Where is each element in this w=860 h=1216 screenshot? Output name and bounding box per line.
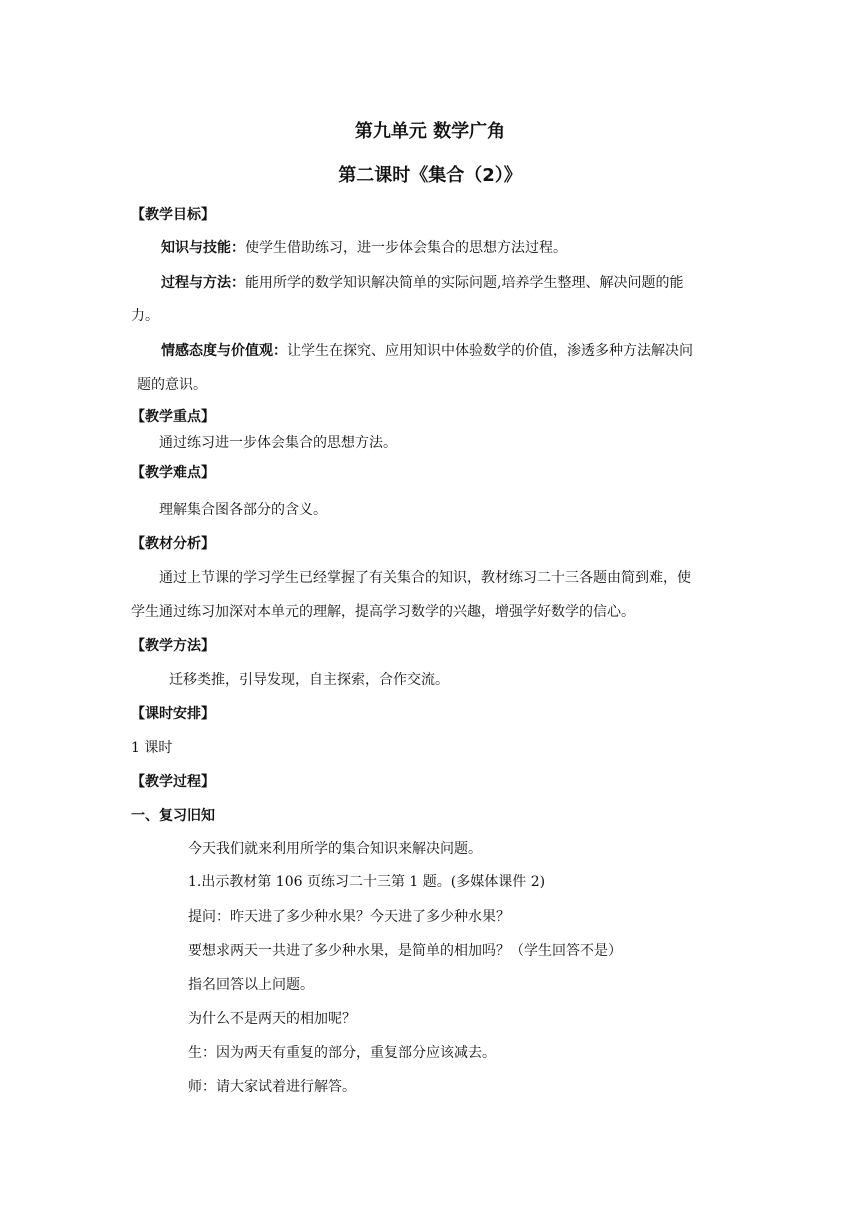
section-heading-method: 【教学方法】 [131, 638, 215, 654]
review-heading: 一、复习旧知 [131, 808, 215, 824]
focus-text: 通过练习进一步体会集合的思想方法。 [159, 435, 397, 451]
goal-process-label: 过程与方法： [161, 275, 245, 291]
goal-knowledge-label: 知识与技能： [161, 240, 245, 256]
goal-emotion-text: 让学生在探究、应用知识中体验数学的价值，渗透多种方法解决问 [287, 343, 693, 359]
section-heading-focus: 【教学重点】 [131, 409, 215, 425]
goal-process-cont: 力。 [131, 308, 159, 324]
review-line: 生：因为两天有重复的部分，重复部分应该减去。 [188, 1045, 496, 1061]
review-line: 今天我们就来利用所学的集合知识来解决问题。 [188, 841, 482, 857]
section-heading-analysis: 【教材分析】 [131, 536, 215, 552]
goal-process-text: 能用所学的数学知识解决简单的实际问题,培养学生整理、解决问题的能 [245, 275, 684, 291]
goal-emotion-cont: 题的意识。 [137, 377, 207, 393]
goal-process [161, 272, 683, 292]
goal-emotion [161, 340, 693, 360]
goal-knowledge-text: 使学生借助练习，进一步体会集合的思想方法过程。 [245, 240, 567, 256]
review-line: 师：请大家试着进行解答。 [188, 1079, 356, 1095]
section-heading-process: 【教学过程】 [131, 774, 215, 790]
section-heading-difficulty: 【教学难点】 [131, 465, 215, 481]
page-subtitle: 第二课时《集合（2）》 [338, 165, 522, 186]
goal-knowledge [161, 237, 567, 257]
page-title: 第九单元 数学广角 [354, 121, 506, 142]
analysis-text-2: 学生通过练习加深对本单元的理解，提高学习数学的兴趣，增强学好数学的信心。 [131, 604, 635, 620]
review-line: 1.出示教材第 106 页练习二十三第 1 题。(多媒体课件 2) [188, 874, 546, 890]
analysis-text-1: 通过上节课的学习学生已经掌握了有关集合的知识，教材练习二十三各题由简到难，使 [159, 570, 691, 586]
review-line: 为什么不是两天的相加呢？ [188, 1011, 356, 1027]
review-line: 指名回答以上问题。 [188, 977, 314, 993]
difficulty-text: 理解集合图各部分的含义。 [159, 502, 327, 518]
review-line: 提问：昨天进了多少种水果？今天进了多少种水果？ [188, 909, 510, 925]
section-heading-schedule: 【课时安排】 [131, 706, 215, 722]
section-heading-goals: 【教学目标】 [131, 207, 215, 223]
goal-emotion-label: 情感态度与价值观： [161, 343, 287, 359]
review-line: 要想求两天一共进了多少种水果，是简单的相加吗？（学生回答不是） [188, 943, 622, 959]
schedule-text: 1 课时 [131, 740, 173, 756]
method-text: 迁移类推，引导发现，自主探索，合作交流。 [169, 672, 449, 688]
